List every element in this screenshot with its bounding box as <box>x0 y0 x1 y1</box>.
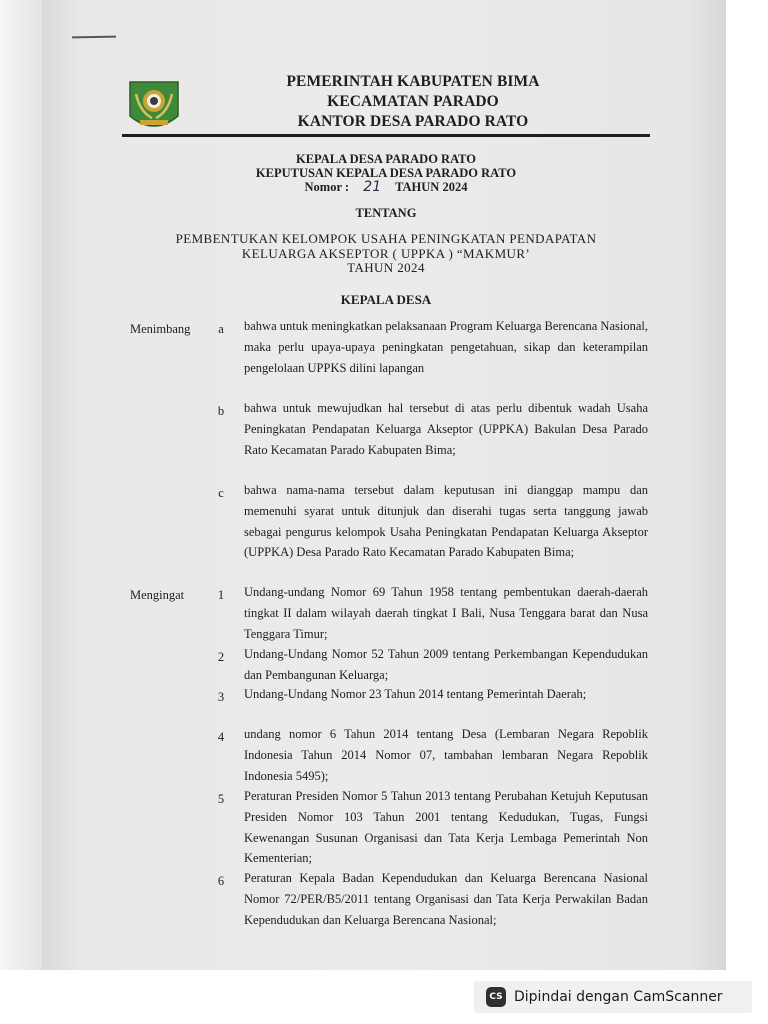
letterhead <box>200 72 626 132</box>
scanner-background <box>0 0 42 970</box>
mengingat-index-3: 3 <box>217 690 225 704</box>
mengingat-item-4: undang nomor 6 Tahun 2014 tentang Desa (Lembaran Negara Repoblik Indonesia Tahun 2014 Nomor 07, tambahan lembaran Negara Repoblik Indonesia 5495); <box>244 727 648 783</box>
mengingat-index-4: 4 <box>217 730 225 744</box>
title-line-2: KEPUTUSAN KEPALA DESA PARADO RATO <box>255 166 517 180</box>
mengingat-item-5: Peraturan Presiden Nomor 5 Tahun 2013 tentang Perubahan Ketujuh Keputusan Presiden Nomor 103 Tahun 2001 tentang Kedudukan, Tugas, Fungsi Kewenangan Susunan Organisasi dan Tata Kerja Lembaga Pemerintah Non Kementerian; <box>244 789 648 866</box>
kepala-desa-heading: KEPALA DESA <box>340 292 432 307</box>
letterhead-line-2: KECAMATAN PARADO <box>327 93 499 110</box>
camscanner-watermark <box>474 981 752 1013</box>
camscanner-logo-icon: CS <box>486 987 506 1007</box>
menimbang-index-c: c <box>218 486 224 500</box>
title-line-1: KEPALA DESA PARADO RATO <box>296 152 476 166</box>
letterhead-line-3: KANTOR DESA PARADO RATO <box>297 113 529 130</box>
tahun-label: TAHUN 2024 <box>395 180 468 194</box>
menimbang-item-a: bahwa untuk meningkatkan pelaksanaan Program Keluarga Berencana Nasional, maka perlu upaya-upaya peningkatan pengetahuan, sikap dan keterampilan pengelolaan UPPKS dilini lapangan <box>244 319 648 375</box>
menimbang-item-b: bahwa untuk mewujudkan hal tersebut di atas perlu dibentuk wadah Usaha Peningkatan Pendapatan Keluarga Akseptor (UPPKA) Bakulan Desa Parado Rato Kecamatan Parado Kabupaten Bima; <box>244 401 648 457</box>
nomor-label: Nomor : <box>304 180 350 194</box>
subject-line-2: KELUARGA AKSEPTOR ( UPPKA ) “MAKMUR’ <box>241 245 531 261</box>
camscanner-text: Dipindai dengan CamScanner <box>514 989 723 1005</box>
bima-regency-emblem <box>126 78 182 134</box>
menimbang-index-b: b <box>217 404 225 418</box>
nomor-handwritten-value: 21 <box>363 179 382 195</box>
letterhead-line-1: PEMERINTAH KABUPATEN BIMA <box>286 73 540 90</box>
mengingat-item-2: Undang-Undang Nomor 52 Tahun 2009 tentang Perkembangan Kependudukan dan Pembangunan Keluarga; <box>244 647 648 682</box>
mengingat-item-6: Peraturan Kepala Badan Kependudukan dan Keluarga Berencana Nasional Nomor 72/PER/B5/2011 tentang Organisasi dan Tata Kerja Perwakilan Badan Kependudukan dan Keluarga Berencana Nasional; <box>244 871 648 927</box>
mengingat-item-3: Undang-Undang Nomor 23 Tahun 2014 tentang Pemerintah Daerah; <box>244 687 587 701</box>
mengingat-index-2: 2 <box>217 650 225 664</box>
mengingat-item-1: Undang-undang Nomor 69 Tahun 1958 tentang pembentukan daerah-daerah tingkat II dalam wilayah daerah tingkat I Bali, Nusa Tenggara barat dan Nusa Tenggara Timur; <box>244 585 648 641</box>
decree-number-line <box>122 180 650 194</box>
decree-subject <box>122 232 650 276</box>
decree-title <box>122 152 650 194</box>
subject-line-3: TAHUN 2024 <box>347 260 425 275</box>
menimbang-index-a: a <box>218 322 224 336</box>
tentang-heading: TENTANG <box>355 206 417 220</box>
letterhead-rule <box>122 134 650 137</box>
mengingat-index-1: 1 <box>217 588 225 602</box>
subject-line-1: PEMBENTUKAN KELOMPOK USAHA PENINGKATAN PENDAPATAN <box>175 231 597 246</box>
menimbang-item-c: bahwa nama-nama tersebut dalam keputusan ini dianggap mampu dan memenuhi syarat untuk ditunjuk dan diserahi tugas serta tanggung jawab sebagai pengurus kelompok Usaha Peningkatan Pendapatan Keluarga Akseptor (UPPKA) Desa Parado Rato Kecamatan Parado Kabupaten Bima; <box>244 483 648 560</box>
mengingat-index-6: 6 <box>217 874 225 888</box>
mengingat-label: Mengingat <box>130 588 185 602</box>
menimbang-label: Menimbang <box>130 322 191 336</box>
mengingat-index-5: 5 <box>217 792 225 806</box>
